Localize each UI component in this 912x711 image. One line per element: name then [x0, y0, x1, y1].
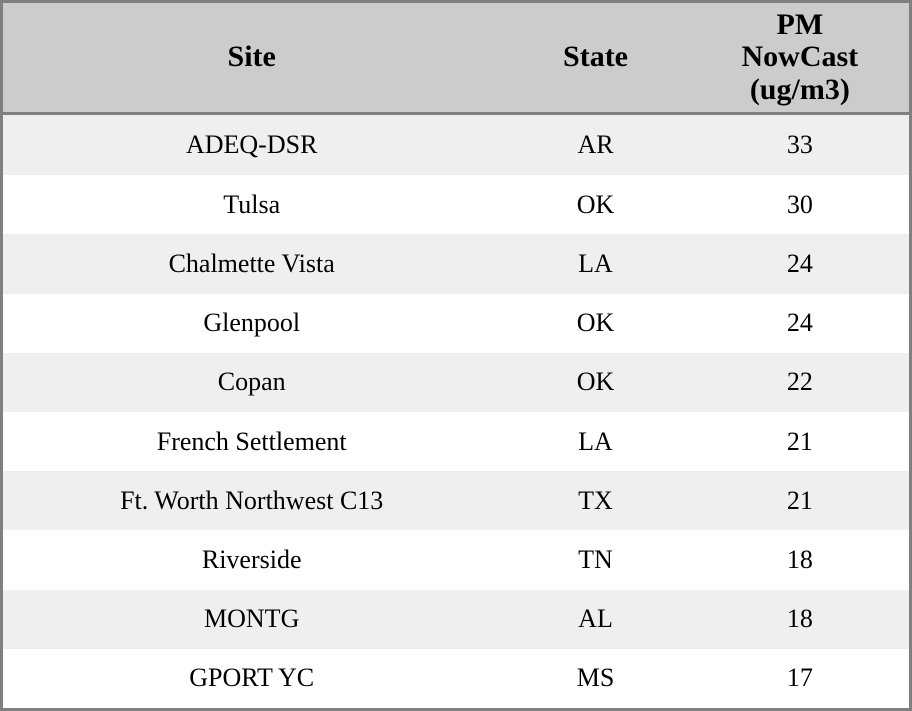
cell-value: 24	[691, 294, 909, 353]
cell-value: 21	[691, 412, 909, 471]
cell-state: TX	[500, 471, 690, 530]
column-header-site: Site	[3, 3, 500, 114]
cell-site: ADEQ-DSR	[3, 114, 500, 176]
table-row	[3, 412, 909, 471]
cell-site: Copan	[3, 353, 500, 412]
cell-value: 21	[691, 471, 909, 530]
pm-nowcast-table	[3, 3, 909, 708]
cell-site: French Settlement	[3, 412, 500, 471]
table-header	[3, 3, 909, 114]
cell-state: MS	[500, 649, 690, 708]
cell-state: LA	[500, 234, 690, 293]
table-row	[3, 530, 909, 589]
table-row	[3, 234, 909, 293]
cell-state: AL	[500, 590, 690, 649]
column-header-pm-nowcast-line3: (ug/m3)	[749, 72, 850, 106]
cell-state: TN	[500, 530, 690, 589]
table-row	[3, 471, 909, 530]
column-header-pm-nowcast-line1: PM	[776, 8, 824, 41]
table-row	[3, 294, 909, 353]
cell-value: 33	[691, 114, 909, 176]
cell-state: OK	[500, 175, 690, 234]
cell-value: 17	[691, 649, 909, 708]
cell-site: MONTG	[3, 590, 500, 649]
cell-site: Ft. Worth Northwest C13	[3, 471, 500, 530]
cell-state: LA	[500, 412, 690, 471]
cell-state: OK	[500, 294, 690, 353]
column-header-pm-nowcast-line2: NowCast	[741, 40, 859, 74]
table-row	[3, 114, 909, 176]
cell-value: 22	[691, 353, 909, 412]
cell-site: Chalmette Vista	[3, 234, 500, 293]
table-header-row	[3, 3, 909, 114]
cell-site: Glenpool	[3, 294, 500, 353]
column-header-state: State	[500, 3, 690, 114]
cell-site: Riverside	[3, 530, 500, 589]
cell-state: AR	[500, 114, 690, 176]
table-row	[3, 353, 909, 412]
column-header-pm-nowcast	[691, 3, 909, 114]
cell-site: Tulsa	[3, 175, 500, 234]
table-row	[3, 649, 909, 708]
table-body	[3, 114, 909, 708]
table-row	[3, 175, 909, 234]
cell-value: 30	[691, 175, 909, 234]
cell-site: GPORT YC	[3, 649, 500, 708]
cell-value: 18	[691, 530, 909, 589]
cell-value: 18	[691, 590, 909, 649]
cell-value: 24	[691, 234, 909, 293]
cell-state: OK	[500, 353, 690, 412]
table-row	[3, 590, 909, 649]
